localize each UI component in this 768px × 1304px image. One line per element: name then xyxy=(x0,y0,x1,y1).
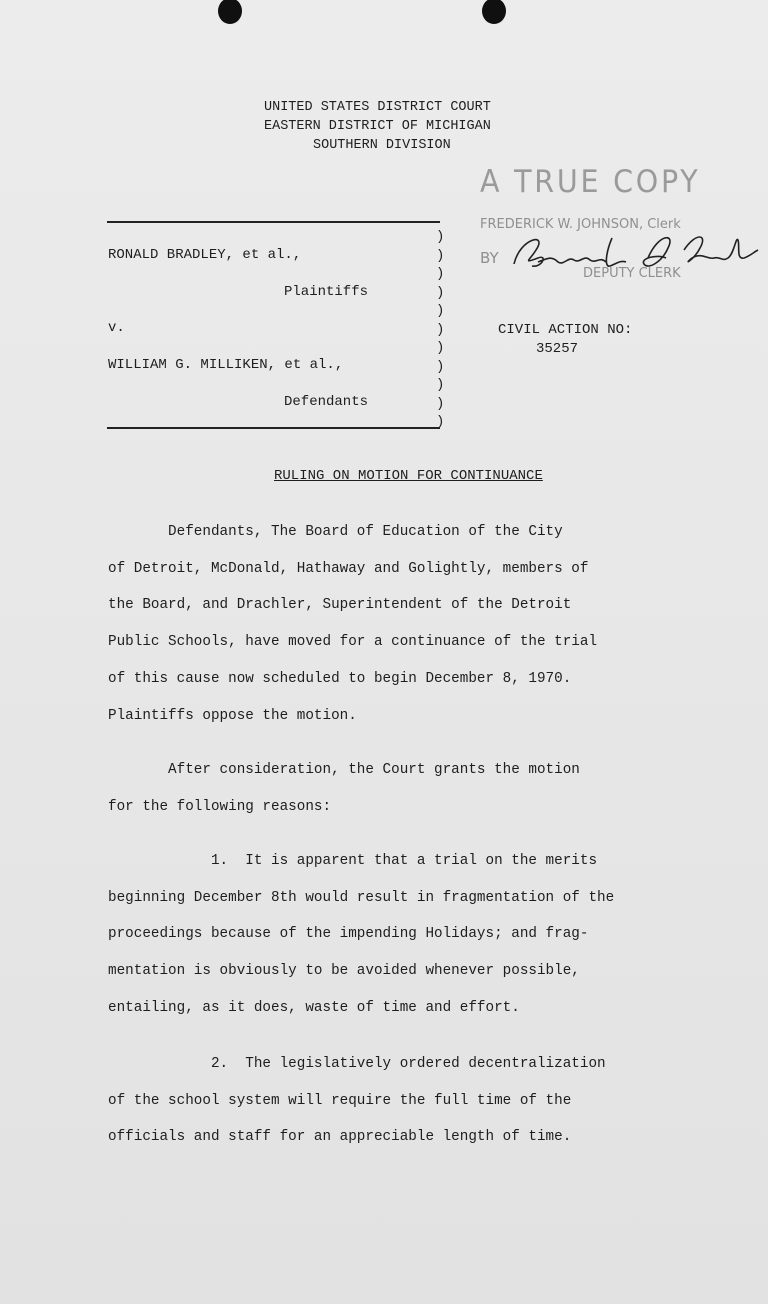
caption-top-rule xyxy=(107,221,440,223)
defendant-name: WILLIAM G. MILLIKEN, et al., xyxy=(108,357,344,373)
court-name: UNITED STATES DISTRICT COURT xyxy=(264,100,491,115)
stamp-by: BY xyxy=(480,249,499,267)
caption-bottom-rule xyxy=(107,427,440,429)
plaintiff-name: RONALD BRADLEY, et al., xyxy=(108,247,302,263)
paragraph-reason-1: 1. It is apparent that a trial on the merits beginning December 8th would result in fragmentation of the proceedings because of the impending Holidays; and frag- mentation is obviously to be avoided whenever possible, entailing, as it does, waste of time and effort. xyxy=(108,853,615,1016)
caption-parens: ) ) ) ) ) ) ) ) ) ) ) xyxy=(436,229,445,430)
clerk-name: FREDERICK W. JOHNSON, Clerk xyxy=(480,217,681,232)
punch-hole-left xyxy=(218,0,242,24)
punch-hole-right xyxy=(482,0,506,24)
versus: v. xyxy=(108,320,125,336)
civil-action-number: 35257 xyxy=(536,341,579,357)
ruling-heading: RULING ON MOTION FOR CONTINUANCE xyxy=(274,468,543,484)
court-district: EASTERN DISTRICT OF MICHIGAN xyxy=(264,119,491,134)
paragraph-reason-2: 2. The legislatively ordered decentralization of the school system will require the full time of the officials and staff for an appreciable length of time. xyxy=(108,1056,606,1146)
defendant-role: Defendants xyxy=(284,394,369,410)
paragraph-consideration: After consideration, the Court grants the motion for the following reasons: xyxy=(108,762,580,815)
deputy-clerk-label: DEPUTY CLERK xyxy=(583,266,681,281)
deputy-clerk-signature xyxy=(508,228,763,280)
true-copy-stamp: A TRUE COPY xyxy=(480,164,701,200)
civil-action-label: CIVIL ACTION NO: xyxy=(498,322,633,338)
plaintiff-role: Plaintiffs xyxy=(284,284,369,300)
court-division: SOUTHERN DIVISION xyxy=(313,138,451,153)
paragraph-motion: Defendants, The Board of Education of the City of Detroit, McDonald, Hathaway and Golightly, members of the Board, and Drachler, Superintendent of the Detroit Public Schools, have moved for a continuance of the trial of this cause now scheduled to begin December 8, 1970. Plaintiffs oppose the motion. xyxy=(108,524,598,724)
